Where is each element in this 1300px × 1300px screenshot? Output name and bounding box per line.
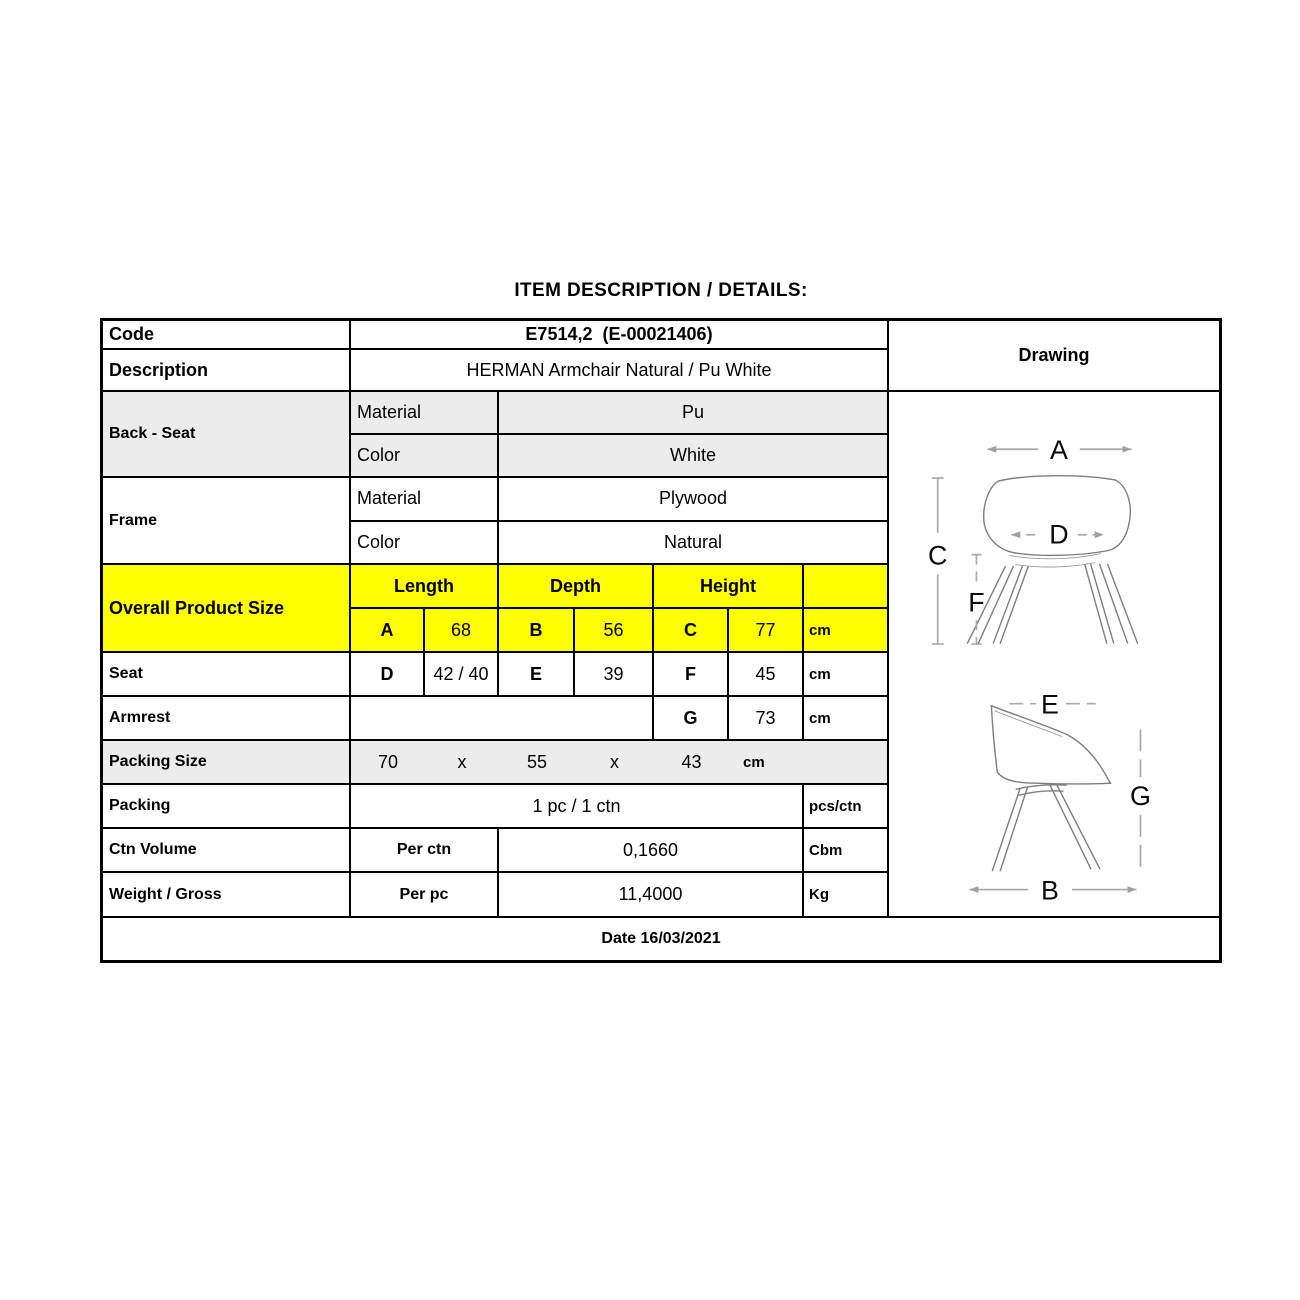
weight-gross-per-label: Per pc: [351, 873, 499, 916]
frame-subtable: [351, 478, 887, 563]
dim-a-value: 68: [425, 609, 499, 651]
code-label: Code: [103, 321, 351, 348]
drawing-column: [887, 321, 1219, 916]
back-seat-color-row: [351, 435, 887, 476]
packing-size-unit: cm: [743, 753, 765, 771]
dim-label-d: D: [1049, 519, 1069, 550]
dim-a-key: A: [351, 609, 425, 651]
frame-color-row: [351, 522, 887, 564]
dim-c-key: C: [654, 609, 729, 651]
section-frame: [103, 478, 887, 565]
back-seat-subtable: [351, 392, 887, 476]
row-ctn-volume: [103, 829, 887, 873]
back-seat-label: Back - Seat: [103, 392, 351, 476]
row-armrest: [103, 697, 887, 741]
frame-material-row: [351, 478, 887, 522]
length-header: Length: [351, 565, 499, 607]
armrest-empty-cell: [351, 697, 654, 739]
spec-table: [100, 318, 1222, 963]
dim-label-e: E: [1041, 689, 1059, 720]
dim-e-value: 39: [575, 653, 654, 695]
ctn-volume-per-label: Per ctn: [351, 829, 499, 871]
back-seat-material-label: Material: [351, 392, 499, 433]
side-view-drawing: [970, 690, 1151, 906]
size-header-row: [351, 565, 887, 609]
dim-label-g: G: [1130, 781, 1151, 812]
back-seat-color-label: Color: [351, 435, 499, 476]
overall-size-subtable: [351, 565, 887, 651]
frame-label: Frame: [103, 478, 351, 563]
row-packing: [103, 785, 887, 829]
depth-header: Depth: [499, 565, 654, 607]
seat-label: Seat: [103, 653, 351, 695]
row-weight-gross: [103, 873, 887, 916]
back-seat-material-value: Pu: [681, 402, 705, 422]
table-main-area: [103, 321, 1219, 916]
front-view-drawing: [928, 435, 1137, 644]
dim-b-key: B: [499, 609, 575, 651]
packing-unit: pcs/ctn: [809, 797, 862, 815]
packing-value: 1 pc / 1 ctn: [351, 785, 804, 827]
frame-color-label: Color: [351, 522, 499, 564]
row-seat: [103, 653, 887, 697]
dim-b-value: 56: [575, 609, 654, 651]
row-code: [103, 321, 887, 350]
seat-unit: cm: [809, 665, 831, 683]
overall-size-label: Overall Product Size: [103, 565, 351, 651]
dim-c-value: 77: [729, 609, 804, 651]
drawing-area: [889, 392, 1219, 916]
date-row: Date 16/03/2021: [103, 916, 1219, 960]
overall-size-unit: cm: [809, 621, 831, 639]
dim-label-a: A: [1050, 435, 1068, 466]
frame-material-value: Plywood: [658, 488, 728, 509]
back-seat-color-value: White: [669, 445, 716, 465]
frame-material-label: Material: [351, 478, 499, 520]
ctn-volume-value: 0,1660: [499, 829, 804, 871]
dim-label-c: C: [928, 540, 948, 571]
dim-g-value: 73: [729, 697, 804, 739]
size-header-empty-cell: [804, 565, 887, 607]
code-value: E7514,2 (E-00021406): [525, 324, 713, 344]
packing-size-value2: 55: [526, 751, 548, 772]
frame-color-value: Natural: [663, 531, 723, 552]
description-value: HERMAN Armchair Natural / Pu White: [466, 359, 772, 380]
weight-gross-label: Weight / Gross: [103, 873, 351, 916]
dim-f-value: 45: [729, 653, 804, 695]
packing-size-value3: 43: [681, 751, 702, 772]
packing-size-value1: 70: [377, 751, 399, 772]
size-values-row: [351, 609, 887, 651]
row-packing-size: [103, 741, 887, 785]
page-title: ITEM DESCRIPTION / DETAILS:: [514, 280, 808, 301]
packing-size-values: [351, 741, 887, 783]
dim-e-key: E: [499, 653, 575, 695]
dim-f-key: F: [654, 653, 729, 695]
dim-label-b: B: [1041, 875, 1059, 906]
dim-label-f: F: [968, 587, 985, 618]
section-back-seat: [103, 392, 887, 478]
dim-g-key: G: [654, 697, 729, 739]
drawing-header: Drawing: [889, 321, 1219, 392]
dim-d-key: D: [351, 653, 425, 695]
ctn-volume-label: Ctn Volume: [103, 829, 351, 871]
height-header: Height: [654, 565, 804, 607]
packing-label: Packing: [103, 785, 351, 827]
back-seat-material-row: [351, 392, 887, 435]
description-label: Description: [103, 350, 351, 390]
ctn-volume-unit: Cbm: [809, 841, 843, 859]
dim-d-value: 42 / 40: [425, 653, 499, 695]
packing-size-sep1: x: [457, 751, 467, 772]
armrest-unit: cm: [809, 709, 831, 727]
weight-gross-value: 11,4000: [499, 873, 804, 916]
row-description: [103, 350, 887, 392]
weight-gross-unit: Kg: [809, 886, 829, 903]
section-overall-size: [103, 565, 887, 653]
spec-columns: [103, 321, 887, 916]
armrest-label: Armrest: [103, 697, 351, 739]
chair-drawing-svg: [889, 392, 1219, 916]
packing-size-sep2: x: [610, 751, 619, 772]
packing-size-label: Packing Size: [103, 741, 351, 783]
